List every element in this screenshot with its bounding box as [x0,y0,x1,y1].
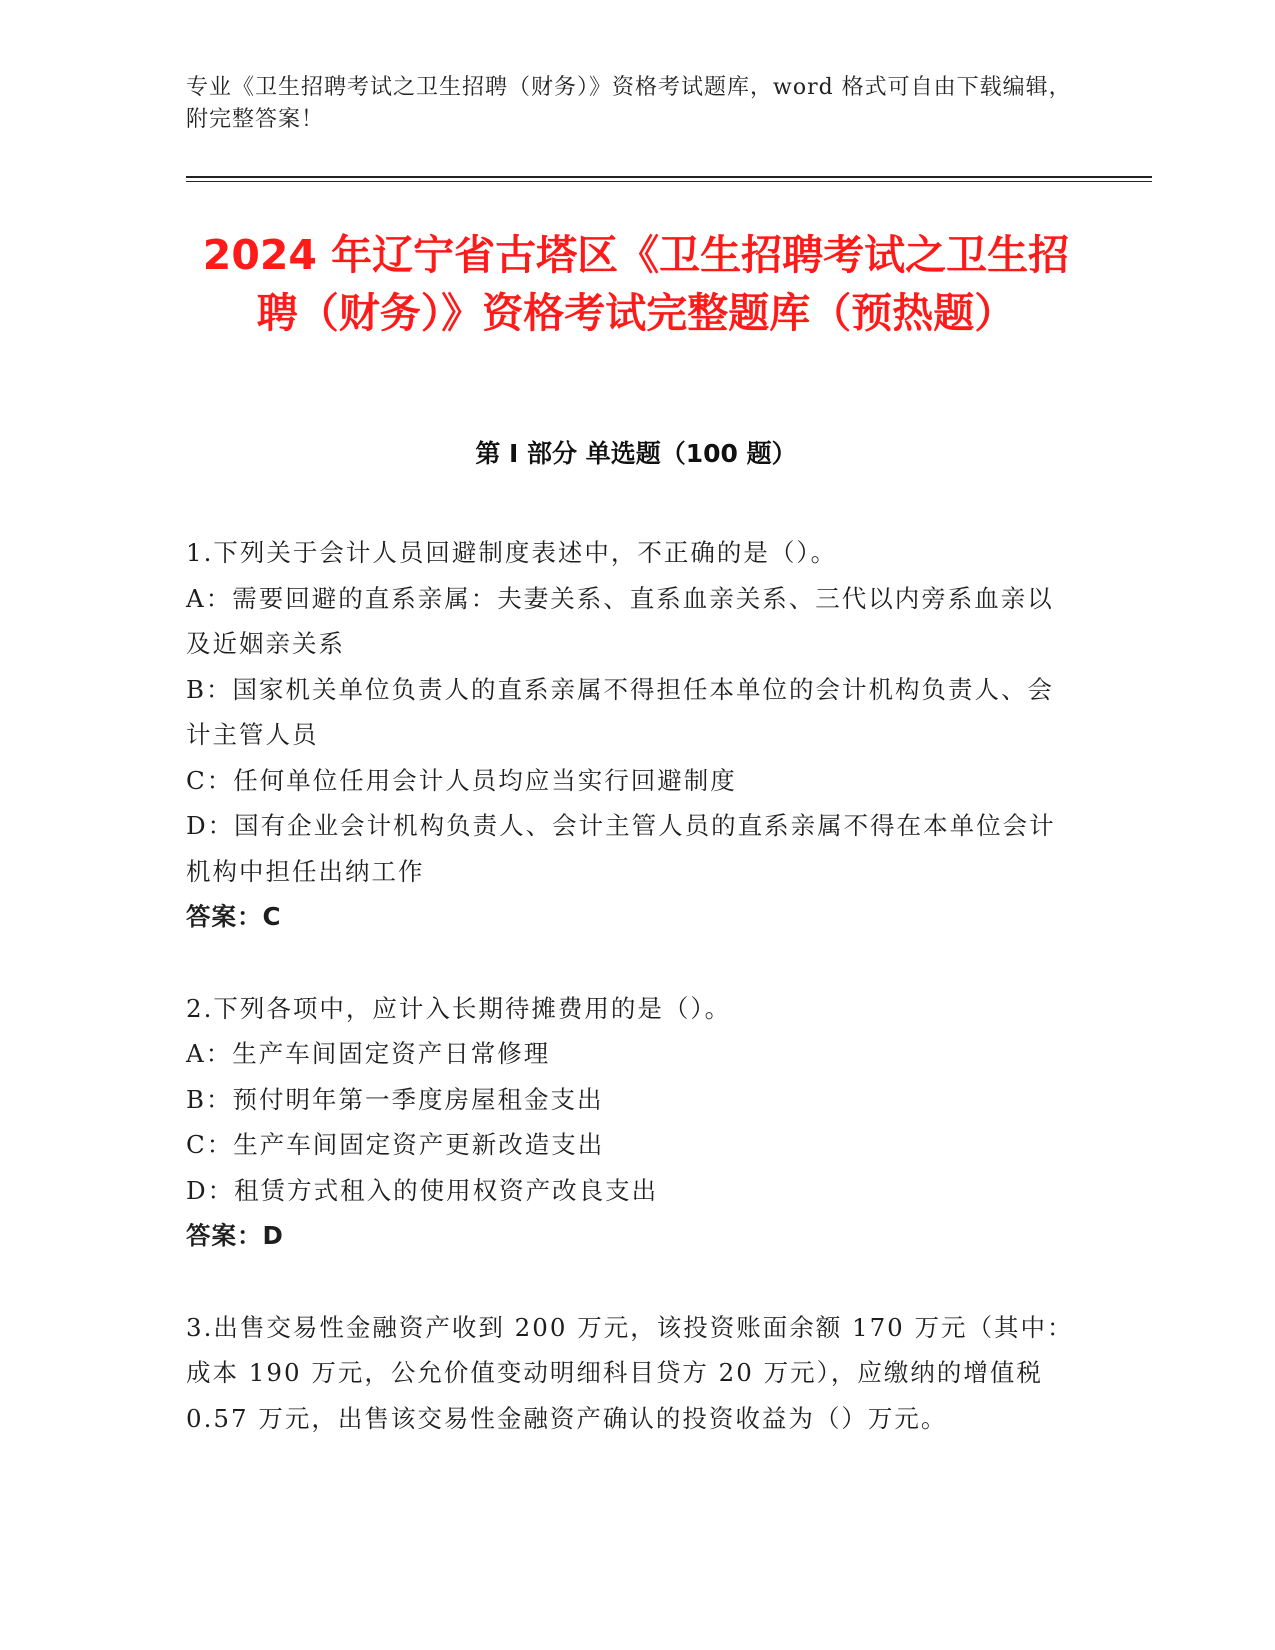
question-2 [186,986,1076,1259]
option-a: A：需要回避的直系亲属：夫妻关系、直系血亲关系、三代以内旁系血亲以及近姻亲关系 [186,583,1054,658]
option-d: D：租赁方式租入的使用权资产改良支出 [186,1175,659,1205]
question-stem: 3.出售交易性金融资产收到 200 万元，该投资账面余额 170 万元（其中：成本 190 万元，公允价值变动明细科目贷方 20 万元），应缴纳的增值税 0.57 万元，出售该交易性金融资产确认的投资收益为（）万元。 [186,1312,1074,1433]
question-stem: 2.下列各项中，应计入长期待摊费用的是（）。 [186,993,732,1023]
header-note: 专业《卫生招聘考试之卫生招聘（财务）》资格考试题库，word 格式可自由下载编辑，附完整答案！ [186,75,1072,132]
option-b: B：预付明年第一季度房屋租金支出 [186,1084,604,1114]
question-3 [186,1305,1076,1442]
answer-label: 答案：C [186,902,282,931]
section-title: 第 I 部分 单选题（100 题） [475,439,797,468]
option-b: B：国家机关单位负责人的直系亲属不得担任本单位的会计机构负责人、会计主管人员 [186,674,1055,749]
answer-label: 答案：D [186,1221,284,1250]
question-stem: 1.下列关于会计人员回避制度表述中，不正确的是（）。 [186,538,838,567]
question-1 [186,530,1076,940]
option-c: C：生产车间固定资产更新改造支出 [186,1130,605,1159]
document-title: 2024 年辽宁省古塔区《卫生招聘考试之卫生招聘（财务）》资格考试完整题库（预热题） [202,231,1070,337]
option-c: C：任何单位任用会计人员均应当实行回避制度 [186,765,737,795]
header-divider [186,176,1152,182]
option-a: A：生产车间固定资产日常修理 [186,1039,551,1068]
question-list [186,530,1076,1441]
option-d: D：国有企业会计机构负责人、会计主管人员的直系亲属不得在本单位会计机构中担任出纳工作 [186,811,1056,886]
